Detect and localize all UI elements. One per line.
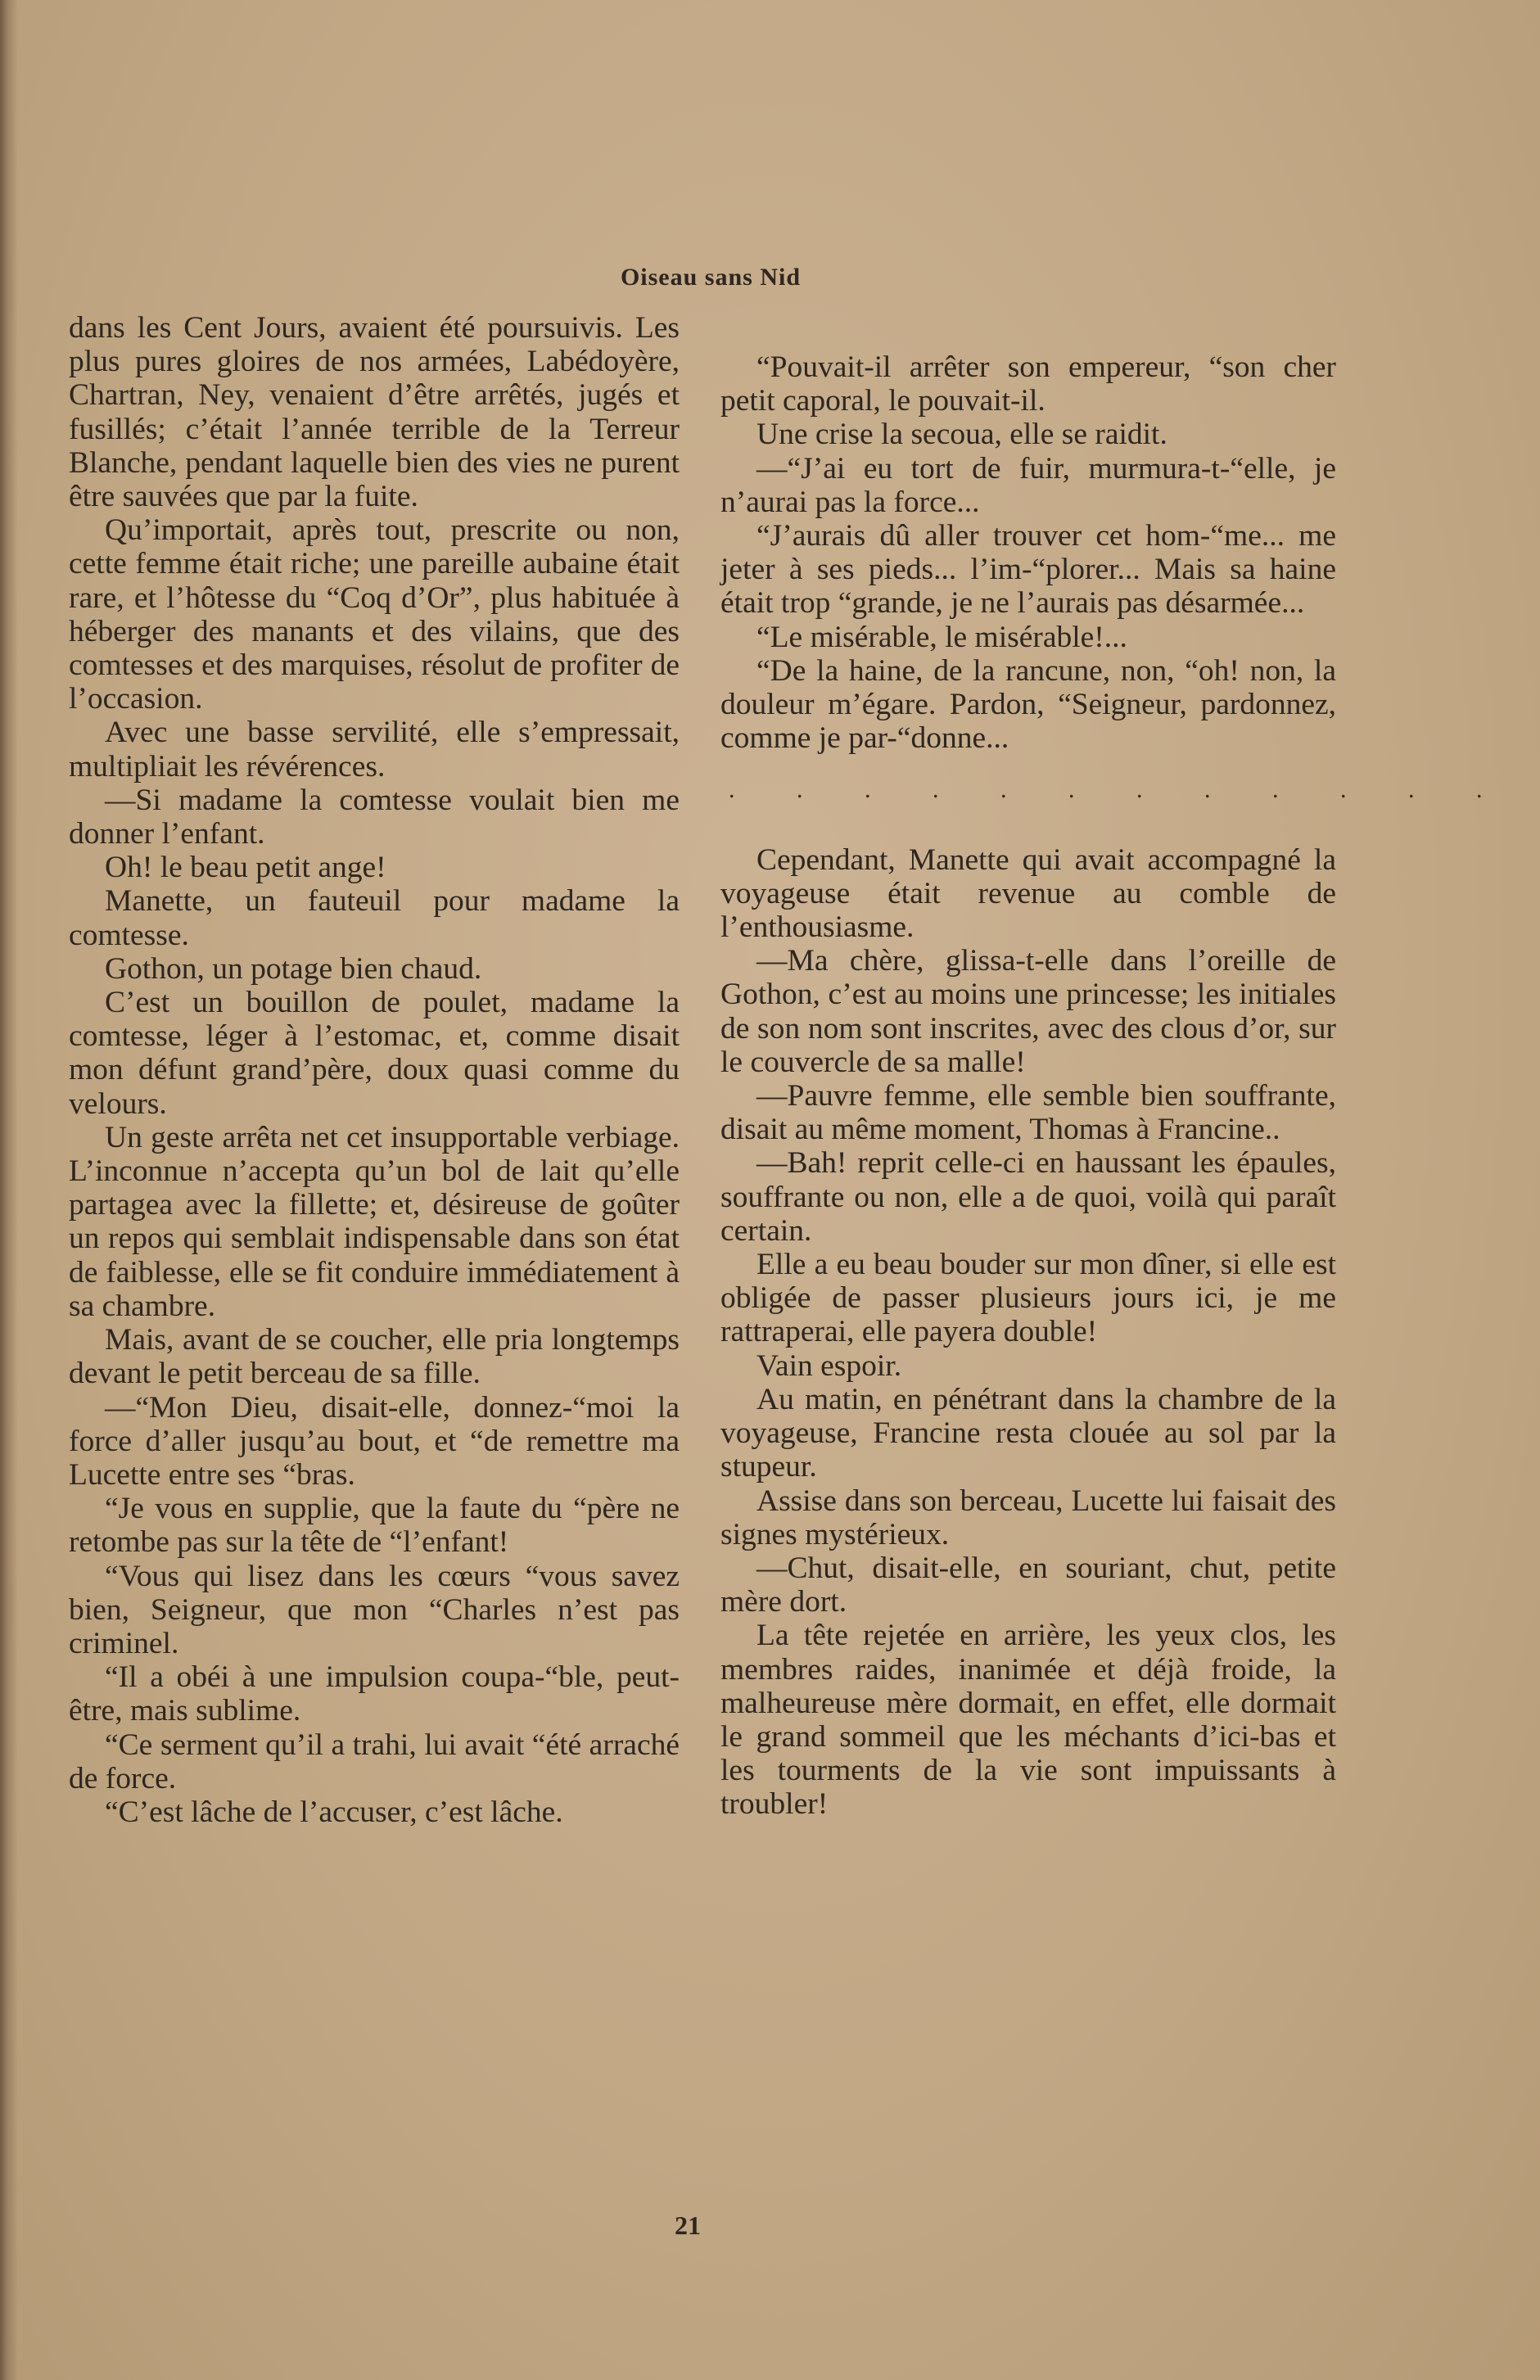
paragraph: C’est un bouillon de poulet, madame la comtesse, léger à l’estomac, et, comme disait mon défunt grand’père, doux quasi comme du velours. <box>69 986 680 1121</box>
paragraph: Cependant, Manette qui avait accompagné la voyageuse était revenue au comble de l’enthousiasme. <box>720 842 1336 945</box>
right-column <box>720 350 1511 1822</box>
paragraph: Vain espoir. <box>756 1348 902 1383</box>
paragraph: “Pouvait-il arrêter son empereur, “son cher petit caporal, le pouvait-il. <box>720 350 1336 418</box>
paragraph: Elle a eu beau bouder sur mon dîner, si elle est obligée de passer plusieurs jours ici, je me rattraperai, elle payera double! <box>720 1248 1336 1349</box>
paragraph: —Ma chère, glissa-t-elle dans l’oreille de Gothon, c’est au moins une princesse; les initiales de son nom sont inscrites, avec des clous d’or, sur le couvercle de sa malle! <box>720 944 1336 1079</box>
paragraph: —Chut, disait-elle, en souriant, chut, petite mère dort. <box>720 1551 1336 1619</box>
paragraph: “Ce serment qu’il a trahi, lui avait “été arraché de force. <box>69 1727 680 1795</box>
paragraph: Avec une basse servilité, elle s’empressait, multipliait les révérences. <box>69 716 680 784</box>
paragraph: —“J’ai eu tort de fuir, murmura-t-“elle, je n’aurai pas la force... <box>720 451 1336 519</box>
running-title: Oiseau sans Nid <box>620 264 802 291</box>
section-separator-dots: . . . . . . . . . . . . <box>729 776 1511 804</box>
paragraph: Gothon, un potage bien chaud. <box>105 951 482 986</box>
paragraph: “C’est lâche de l’accuser, c’est lâche. <box>105 1795 563 1829</box>
paragraph: —Si madame la comtesse voulait bien me donner l’enfant. <box>69 783 680 851</box>
page-number: 21 <box>675 2211 701 2240</box>
paragraph: —Pauvre femme, elle semble bien souffrante, disait au même moment, Thomas à Francine.. <box>720 1079 1336 1147</box>
paragraph: “Le misérable, le misérable!... <box>756 620 1127 654</box>
paragraph: “J’aurais dû aller trouver cet hom-“me... me jeter à ses pieds... l’im-“plorer... Mais sa haine était trop “grande, je ne l’aurais pas désarmée... <box>720 519 1336 621</box>
paragraph: “Je vous en supplie, que la faute du “père ne retombe pas sur la tête de “l’enfant! <box>69 1492 680 1560</box>
paragraph: Une crise la secoua, elle se raidit. <box>756 418 1167 452</box>
paragraph: Mais, avant de se coucher, elle pria longtemps devant le petit berceau de sa fille. <box>69 1323 680 1391</box>
paragraph: “Vous qui lisez dans les cœurs “vous savez bien, Seigneur, que mon “Charles n’est pas criminel. <box>69 1559 680 1660</box>
paragraph: Manette, un fauteuil pour madame la comtesse. <box>69 884 680 952</box>
paragraph: —Bah! reprit celle-ci en haussant les épaules, souffrante ou non, elle a de quoi, voilà qui paraît certain. <box>720 1146 1336 1248</box>
paragraph: “Il a obéi à une impulsion coupa-“ble, peut-être, mais sublime. <box>69 1660 680 1728</box>
paragraph: “De la haine, de la rancune, non, “oh! non, la douleur m’égare. Pardon, “Seigneur, pardonnez, comme je par-“donne... <box>720 653 1336 756</box>
paragraph: Assise dans son berceau, Lucette lui faisait des signes mystérieux. <box>720 1484 1336 1551</box>
paragraph: La tête rejetée en arrière, les yeux clos, les membres raides, inanimée et déjà froide, la malheureuse mère dormait, en effet, elle dormait le grand sommeil que les méchants d’ici-bas et les tourments de la vie sont impuissants à troubler! <box>720 1619 1336 1822</box>
paragraph: Au matin, en pénétrant dans la chambre de la voyageuse, Francine resta clouée au sol par la stupeur. <box>720 1382 1336 1484</box>
paragraph: Un geste arrêta net cet insupportable verbiage. L’inconnue n’accepta qu’un bol de lait qu’elle partagea avec la fillette; et, désireuse de goûter un repos qui semblait indispensable dans son état de faiblesse, elle se fit conduire immédiatement à sa chambre. <box>69 1120 680 1323</box>
page-edge-shadow <box>0 0 18 2380</box>
paragraph: dans les Cent Jours, avaient été poursuivis. Les plus pures gloires de nos armées, Labédoyère, Chartran, Ney, venaient d’être arrêtés, jugés et fusillés; c’était l’année terrible de la Terreur Blanche, pendant laquelle bien des vies ne purent être sauvées que par la fuite. <box>69 311 680 514</box>
paragraph: Qu’importait, après tout, prescrite ou non, cette femme était riche; une pareille aubaine était rare, et l’hôtesse du “Coq d’Or”, plus habituée à héberger des manants et des vilains, que des comtesses et des marquises, résolut de profiter de l’occasion. <box>69 513 680 716</box>
left-column <box>69 311 680 1829</box>
paragraph: —“Mon Dieu, disait-elle, donnez-“moi la force d’aller jusqu’au bout, et “de remettre ma Lucette entre ses “bras. <box>69 1390 680 1492</box>
paragraph: Oh! le beau petit ange! <box>105 851 386 885</box>
